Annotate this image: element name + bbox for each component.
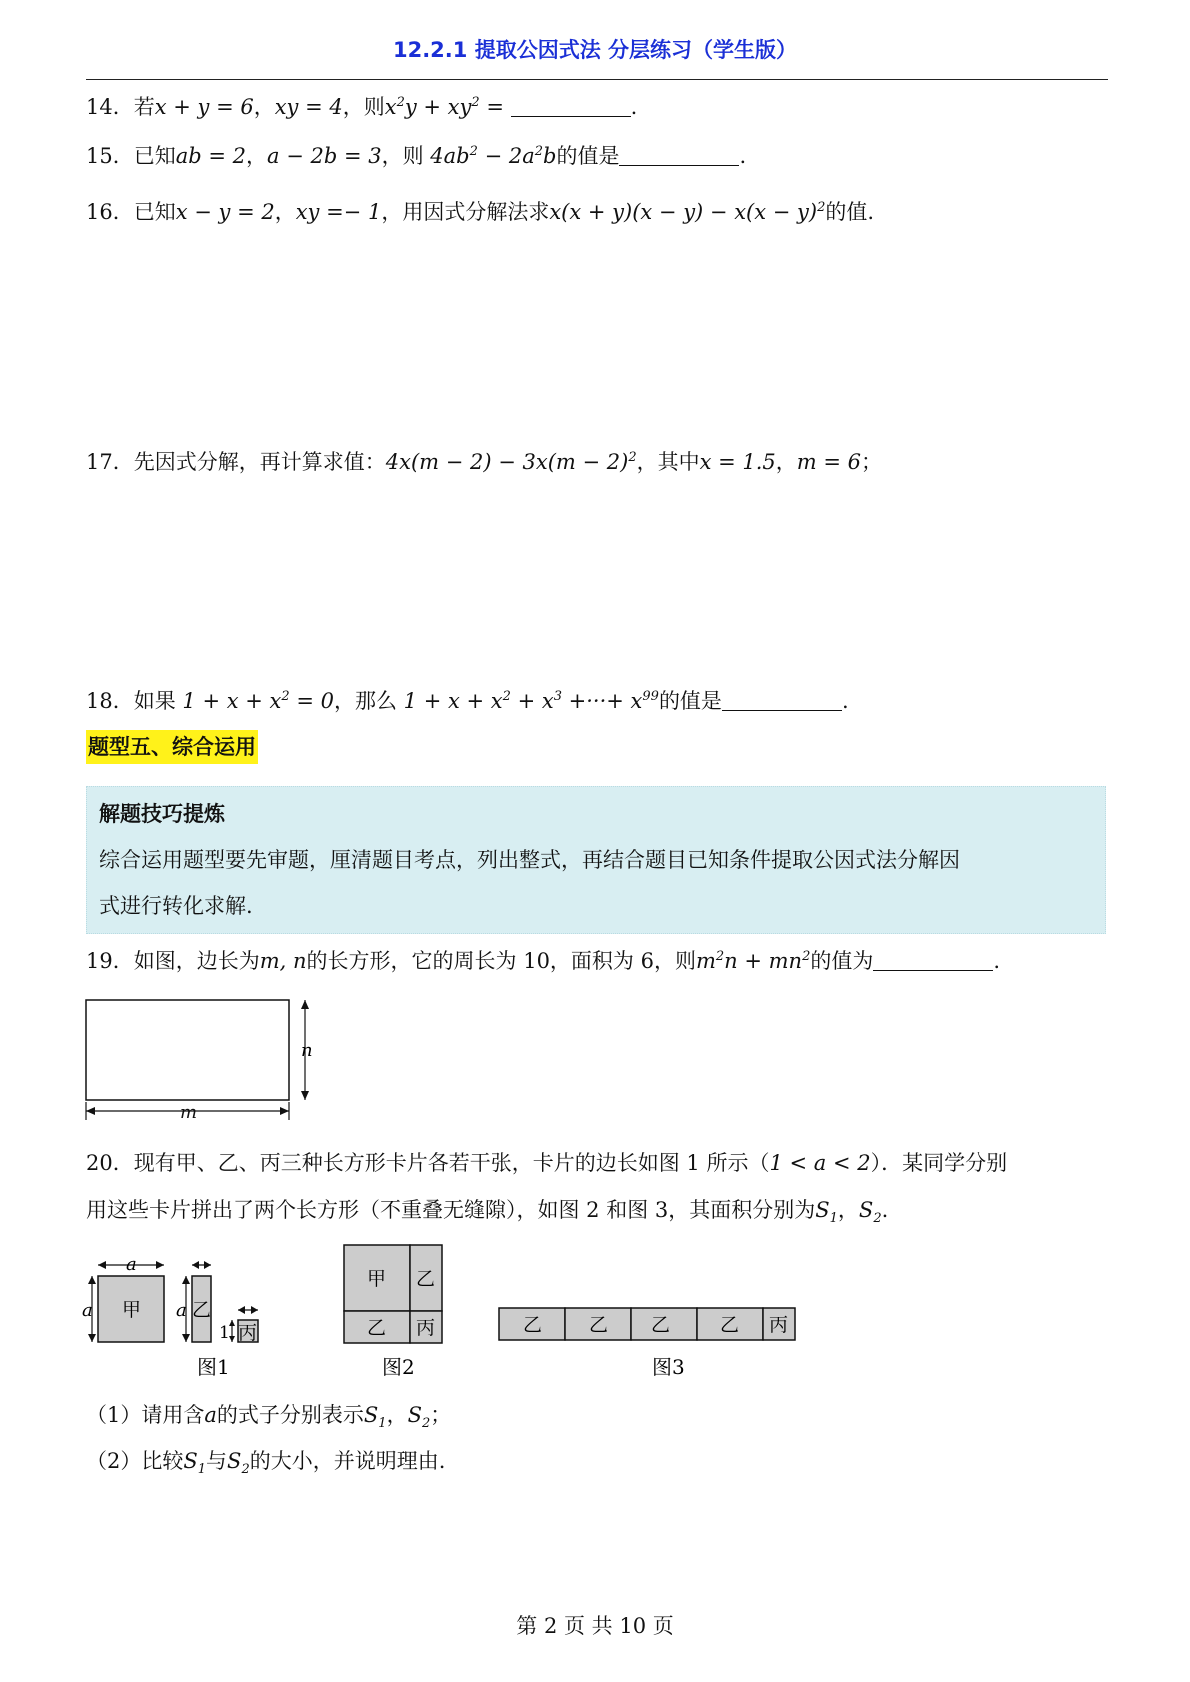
question-19 bbox=[86, 946, 1000, 976]
text: 的值. bbox=[825, 200, 875, 224]
text: ， bbox=[775, 450, 797, 474]
text: 的长方形，它的周长为 10，面积为 6，则 bbox=[306, 949, 696, 973]
question-number: 15． bbox=[86, 144, 134, 168]
text: . bbox=[630, 95, 638, 119]
question-14 bbox=[86, 92, 637, 122]
text: 的值是 bbox=[556, 144, 620, 168]
arrow-down-icon bbox=[229, 1336, 235, 1342]
tips-box bbox=[86, 786, 1106, 934]
tips-line-2: 式进行转化求解. bbox=[99, 894, 253, 918]
text: 的式子分别表示 bbox=[216, 1403, 364, 1427]
cell-label: 甲 bbox=[367, 1268, 387, 1290]
text: 的大小，并说明理由. bbox=[249, 1449, 446, 1473]
question-20-part-1 bbox=[86, 1400, 451, 1430]
rectangle bbox=[86, 1000, 289, 1100]
text: 的值为 bbox=[810, 949, 874, 973]
text: 的值是 bbox=[658, 689, 722, 713]
formula: $1 + x + x^2 = 0$ bbox=[182, 689, 334, 713]
text: ， bbox=[386, 1403, 408, 1427]
text: （1）请用含 bbox=[86, 1403, 205, 1427]
formula: $1 + x + x^2 + x^3$ +···+ $x^{99}$ bbox=[403, 689, 659, 713]
arrow-right-icon bbox=[251, 1306, 258, 1314]
card-yi-label: 乙 bbox=[192, 1299, 212, 1321]
figure-2-caption: 图2 bbox=[382, 1355, 415, 1379]
text: . bbox=[739, 144, 747, 168]
text: （2）比较 bbox=[86, 1449, 184, 1473]
label-one: 1 bbox=[219, 1323, 230, 1343]
text: ； bbox=[430, 1403, 452, 1427]
formula: xy =− 1 bbox=[295, 200, 382, 224]
figure-1-cards bbox=[82, 1254, 300, 1379]
arrow-left-icon bbox=[86, 1107, 95, 1115]
formula: $4x(m - 2) - 3x(m - 2)^2$ bbox=[385, 450, 637, 474]
figure-3-caption: 图3 bbox=[652, 1355, 685, 1379]
arrow-down-icon bbox=[182, 1334, 190, 1342]
formula: $S_1$ bbox=[183, 1449, 207, 1477]
text: ，其中 bbox=[636, 450, 700, 474]
text: 如果 bbox=[133, 689, 183, 713]
text: . bbox=[993, 949, 1001, 973]
arrow-up-icon bbox=[182, 1276, 190, 1284]
text: ， bbox=[274, 200, 296, 224]
text: ， bbox=[837, 1198, 859, 1222]
label-n: n bbox=[301, 1040, 313, 1061]
arrow-left-icon bbox=[192, 1261, 199, 1269]
question-20-line-2 bbox=[86, 1195, 888, 1225]
question-number: 14． bbox=[86, 95, 134, 119]
formula: $m^2n + mn^2$ bbox=[695, 949, 811, 973]
question-17 bbox=[86, 447, 882, 477]
text: 先因式分解，再计算求值： bbox=[133, 450, 386, 474]
question-20-line-1 bbox=[86, 1148, 1007, 1178]
formula: $S_1$ bbox=[363, 1403, 387, 1431]
arrow-down-icon bbox=[301, 1091, 309, 1100]
formula: 1 < a < 2 bbox=[769, 1151, 871, 1175]
question-number: 17． bbox=[86, 450, 134, 474]
formula: $x(x + y)(x - y) - x(x - y)^2$ bbox=[549, 200, 826, 224]
label-a: a bbox=[176, 1300, 187, 1321]
question-number: 19． bbox=[86, 949, 134, 973]
cell-label: 乙 bbox=[416, 1268, 436, 1290]
header-divider bbox=[86, 79, 1108, 80]
cell-label: 乙 bbox=[367, 1317, 387, 1339]
question-20-part-2 bbox=[86, 1446, 445, 1476]
answer-blank[interactable] bbox=[619, 145, 739, 166]
arrow-right-icon bbox=[204, 1261, 211, 1269]
text: ， bbox=[246, 144, 268, 168]
formula: $S_2$ bbox=[858, 1198, 882, 1226]
page-footer: 第 2 页 共 10 页 bbox=[516, 1614, 674, 1638]
answer-blank[interactable] bbox=[511, 96, 631, 117]
formula: $S_2$ bbox=[407, 1403, 431, 1431]
text: ， bbox=[253, 95, 275, 119]
formula: x + y = 6 bbox=[154, 95, 254, 119]
text: . bbox=[841, 689, 849, 713]
arrow-right-icon bbox=[156, 1261, 164, 1269]
tips-title: 解题技巧提炼 bbox=[99, 802, 225, 826]
text: . bbox=[881, 1198, 889, 1222]
text: ，那么 bbox=[333, 689, 404, 713]
formula: a bbox=[204, 1403, 217, 1427]
cell-label: 丙 bbox=[769, 1314, 789, 1336]
cell-label: 乙 bbox=[720, 1314, 740, 1336]
cell-label: 乙 bbox=[589, 1314, 609, 1336]
formula: x = 1.5 bbox=[699, 450, 776, 474]
text: 已知 bbox=[133, 200, 176, 224]
label-a: a bbox=[126, 1254, 137, 1275]
formula: m = 6 bbox=[796, 450, 862, 474]
question-15 bbox=[86, 141, 746, 171]
formula: m, n bbox=[259, 949, 307, 973]
label-m: m bbox=[180, 1102, 198, 1123]
text: 与 bbox=[206, 1449, 228, 1473]
section-title: 题型五、综合运用 bbox=[86, 730, 258, 764]
formula: x − y = 2 bbox=[175, 200, 275, 224]
answer-blank[interactable] bbox=[873, 950, 993, 971]
text: 现有甲、乙、丙三种长方形卡片各若干张，卡片的边长如图 1 所示（ bbox=[133, 1151, 770, 1175]
formula: a − 2b = 3 bbox=[267, 144, 382, 168]
text: ，则 bbox=[342, 95, 385, 119]
text: 若 bbox=[133, 95, 155, 119]
text: 如图，边长为 bbox=[133, 949, 260, 973]
cell-label: 丙 bbox=[416, 1317, 436, 1339]
arrow-up-icon bbox=[301, 1000, 309, 1009]
question-18 bbox=[86, 686, 849, 716]
question-16 bbox=[86, 197, 874, 227]
arrow-down-icon bbox=[88, 1334, 96, 1342]
figure-1-caption: 图1 bbox=[197, 1355, 230, 1379]
cell-label: 乙 bbox=[523, 1314, 543, 1336]
question-number: 16． bbox=[86, 200, 134, 224]
text: 用这些卡片拼出了两个长方形（不重叠无缝隙），如图 2 和图 3，其面积分别为 bbox=[86, 1198, 816, 1222]
formula: $x^2y + xy^2$ = bbox=[384, 95, 511, 119]
question-number: 20． bbox=[86, 1151, 134, 1175]
formula: $4ab^2 - 2a^2b$ bbox=[430, 144, 557, 168]
text: ； bbox=[861, 450, 883, 474]
formula: $S_2$ bbox=[227, 1449, 250, 1477]
arrow-right-icon bbox=[280, 1107, 289, 1115]
card-bing-label: 丙 bbox=[238, 1322, 258, 1344]
page-header-title: 12.2.1 提取公因式法 分层练习（学生版） bbox=[392, 38, 798, 62]
label-a: a bbox=[82, 1300, 93, 1321]
card-jia-label: 甲 bbox=[122, 1299, 142, 1321]
formula: xy = 4 bbox=[274, 95, 343, 119]
figure-2-rectangle bbox=[336, 1240, 452, 1378]
text: ，则 bbox=[381, 144, 431, 168]
q19-rectangle-figure bbox=[80, 996, 320, 1126]
text: ，用因式分解法求 bbox=[381, 200, 550, 224]
text: 已知 bbox=[133, 144, 176, 168]
formula: ab = 2 bbox=[175, 144, 247, 168]
arrow-up-icon bbox=[88, 1276, 96, 1284]
arrow-left-icon bbox=[98, 1261, 106, 1269]
arrow-up-icon bbox=[229, 1320, 235, 1326]
figure-3-rectangle bbox=[496, 1300, 806, 1378]
answer-blank[interactable] bbox=[722, 690, 842, 711]
tips-line-1: 综合运用题型要先审题，厘清题目考点，列出整式，再结合题目已知条件提取公因式法分解因 bbox=[99, 848, 960, 872]
formula: $S_1$ bbox=[815, 1198, 838, 1226]
text: ）．某同学分别 bbox=[870, 1151, 1008, 1175]
cell-label: 乙 bbox=[651, 1314, 671, 1336]
arrow-left-icon bbox=[238, 1306, 245, 1314]
question-number: 18． bbox=[86, 689, 134, 713]
